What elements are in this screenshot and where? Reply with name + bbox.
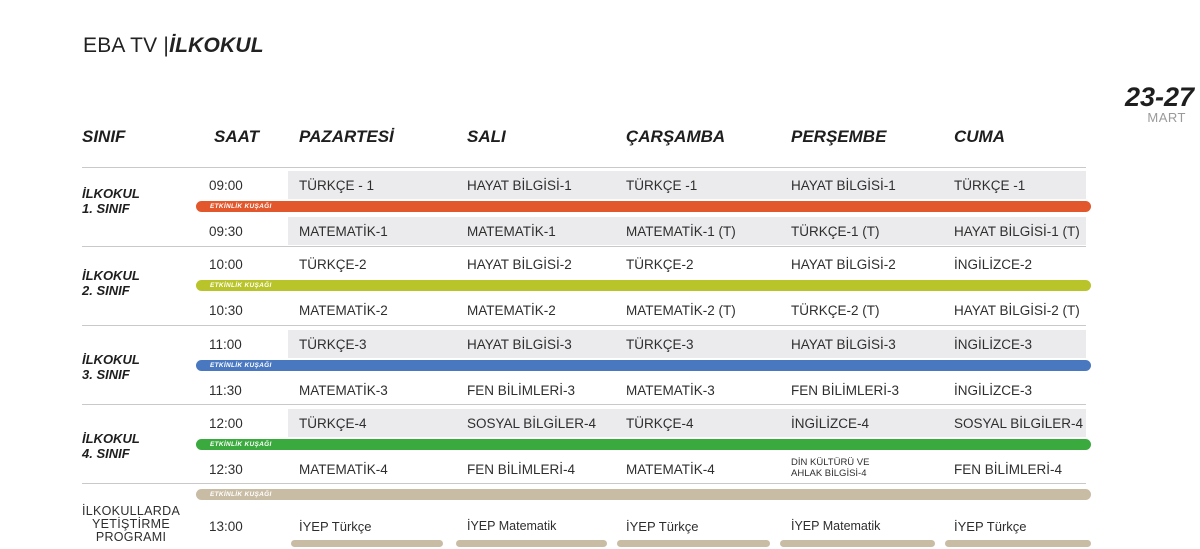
lesson-cell: MATEMATİK-3 [626,383,715,398]
activity-band-label: ETKİNLİK KUŞAĞI [210,362,272,369]
time-cell: 11:00 [209,337,242,352]
lesson-cell: MATEMATİK-2 [467,303,556,318]
col-header-cuma: CUMA [954,127,1005,146]
lesson-cell: HAYAT BİLGİSİ-2 [791,257,896,272]
divider [82,246,1086,247]
lesson-cell: FEN BİLİMLERİ-4 [467,462,576,477]
lesson-cell: HAYAT BİLGİSİ-2 [467,257,572,272]
bottom-pill [617,540,770,547]
time-cell: 12:30 [209,462,243,477]
date-range: 23-27 [1124,82,1194,112]
time-cell: 13:00 [209,519,243,534]
title-separator: | [163,34,170,57]
grade-label-3: İLKOKUL 3. SINIF [82,352,140,382]
lesson-cell: İYEP Matematik [467,519,557,533]
activity-band-label: ETKİNLİK KUŞAĞI [210,441,272,448]
time-cell: 12:00 [209,416,243,431]
divider [82,404,1086,405]
time-cell: 09:30 [209,224,243,239]
activity-band-label: ETKİNLİK KUŞAĞI [210,282,272,289]
lesson-cell: FEN BİLİMLERİ-4 [954,462,1063,477]
time-cell: 10:30 [209,303,243,318]
grade-label-4: İLKOKUL 4. SINIF [82,431,140,461]
lesson-cell: HAYAT BİLGİSİ-1 [467,178,572,193]
page-title [83,34,264,58]
lesson-cell: İNGİLİZCE-3 [954,337,1033,352]
lesson-cell: MATEMATİK-2 (T) [626,303,736,318]
col-header-persembe: PERŞEMBE [791,127,887,146]
grade-label-1: İLKOKUL 1. SINIF [82,186,140,216]
bottom-pill [780,540,935,547]
lesson-cell: TÜRKÇE-2 [299,257,367,272]
lesson-cell: FEN BİLİMLERİ-3 [791,383,900,398]
col-header-sinif: SINIF [82,127,126,146]
divider [82,483,1086,484]
lesson-cell: TÜRKÇE-4 [299,416,367,431]
activity-band [196,489,1091,500]
activity-band [196,360,1091,371]
col-header-carsamba: ÇARŞAMBA [626,127,726,146]
lesson-cell: HAYAT BİLGİSİ-1 (T) [954,224,1080,239]
lesson-cell: TÜRKÇE-2 (T) [791,303,880,318]
activity-band-label: ETKİNLİK KUŞAĞI [210,203,272,210]
activity-band [196,439,1091,450]
lesson-cell: İYEP Türkçe [954,519,1027,534]
divider [82,325,1086,326]
title-bold: İLKOKUL [169,34,264,57]
date-month: MART [1147,110,1186,125]
time-cell: 09:00 [209,178,243,193]
lesson-cell: İYEP Türkçe [299,519,372,534]
title-plain: EBA TV [83,34,158,57]
lesson-cell: MATEMATİK-2 [299,303,388,318]
lesson-cell: İNGİLİZCE-2 [954,257,1033,272]
lesson-cell: DİN KÜLTÜRÜ VE AHLAK BİLGİSİ-4 [791,457,870,479]
lesson-cell: SOSYAL BİLGİLER-4 [954,416,1084,431]
lesson-cell: MATEMATİK-1 [299,224,388,239]
program-label: İLKOKULLARDA YETİŞTİRME PROGRAMI [82,504,181,544]
divider [82,167,1086,168]
lesson-cell: MATEMATİK-1 (T) [626,224,736,239]
time-cell: 11:30 [209,383,242,398]
lesson-cell: SOSYAL BİLGİLER-4 [467,416,597,431]
lesson-cell: HAYAT BİLGİSİ-3 [791,337,896,352]
lesson-cell: TÜRKÇE - 1 [299,178,375,193]
col-header-saat: SAAT [214,127,260,146]
lesson-cell: TÜRKÇE-3 [626,337,694,352]
lesson-cell: İNGİLİZCE-3 [954,383,1033,398]
lesson-cell: MATEMATİK-4 [299,462,388,477]
activity-band-label: ETKİNLİK KUŞAĞI [210,491,272,498]
lesson-cell: MATEMATİK-3 [299,383,388,398]
col-header-pazartesi: PAZARTESİ [299,127,394,146]
lesson-cell: TÜRKÇE -1 [954,178,1026,193]
lesson-cell: TÜRKÇE-3 [299,337,367,352]
bottom-pill [456,540,607,547]
lesson-cell: İYEP Türkçe [626,519,699,534]
bottom-pill [945,540,1091,547]
time-cell: 10:00 [209,257,243,272]
lesson-cell: HAYAT BİLGİSİ-1 [791,178,896,193]
bottom-pill [291,540,443,547]
activity-band [196,201,1091,212]
activity-band [196,280,1091,291]
lesson-cell: TÜRKÇE-4 [626,416,694,431]
lesson-cell: MATEMATİK-4 [626,462,715,477]
grade-label-2: İLKOKUL 2. SINIF [82,268,140,298]
lesson-cell: HAYAT BİLGİSİ-2 (T) [954,303,1080,318]
lesson-cell: TÜRKÇE -1 [626,178,698,193]
lesson-cell: TÜRKÇE-2 [626,257,694,272]
col-header-sali: SALI [467,127,506,146]
lesson-cell: İNGİLİZCE-4 [791,416,870,431]
lesson-cell: HAYAT BİLGİSİ-3 [467,337,572,352]
lesson-cell: MATEMATİK-1 [467,224,556,239]
lesson-cell: TÜRKÇE-1 (T) [791,224,880,239]
lesson-cell: FEN BİLİMLERİ-3 [467,383,576,398]
lesson-cell: İYEP Matematik [791,519,881,533]
